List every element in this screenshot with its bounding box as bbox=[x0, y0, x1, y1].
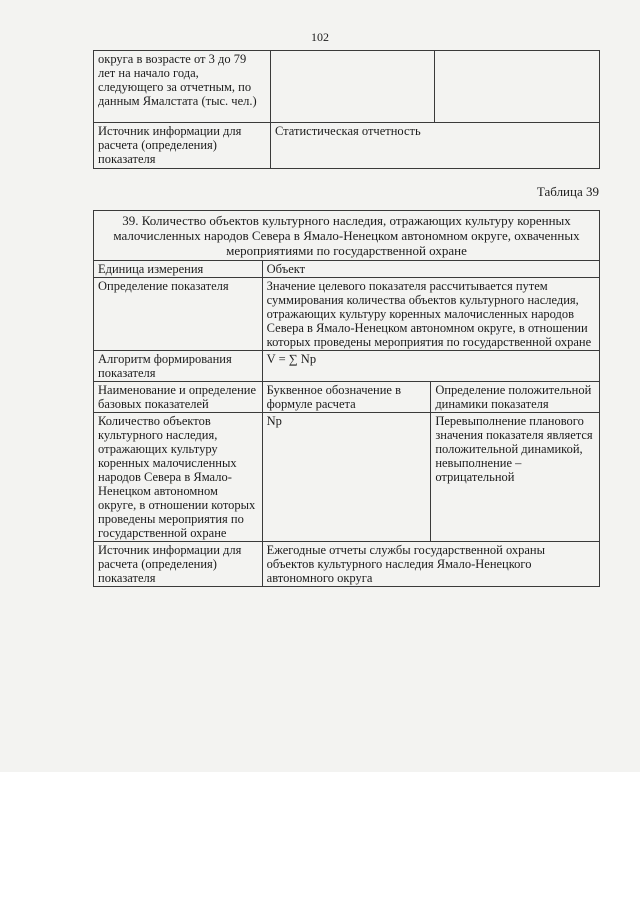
row-label: Единица измерения bbox=[94, 261, 263, 278]
table-header-row bbox=[94, 382, 600, 413]
table-row bbox=[94, 51, 600, 123]
table-cell: Np bbox=[262, 413, 431, 542]
table-row bbox=[94, 261, 600, 278]
row-label: Алгоритм формирования показателя bbox=[94, 351, 263, 382]
row-label: округа в возрасте от 3 до 79 лет на начало года, следующего за отчетным, по данным Ямалстата (тыс. чел.) bbox=[94, 51, 271, 123]
table-row bbox=[94, 542, 600, 587]
row-label: Источник информации для расчета (определения) показателя bbox=[94, 123, 271, 169]
table-row bbox=[94, 351, 600, 382]
row-value: Значение целевого показателя рассчитывается путем суммирования количества объектов культурного наследия, отражающих культуру коренных малочисленных народов Севера в Ямало-Ненецком автономном округе, в отношении которых проведены мероприятия по государственной охране bbox=[262, 278, 599, 351]
table-cell: Перевыполнение планового значения показателя является положительной динамикой, невыполнение – отрицательной bbox=[431, 413, 600, 542]
continued-table bbox=[93, 50, 600, 169]
table-cell: Количество объектов культурного наследия, отражающих культуру коренных малочисленных народов Севера в Ямало-Ненецком автономном округе, в отношении которых проведены мероприятия по государственной охране bbox=[94, 413, 263, 542]
row-value bbox=[271, 51, 435, 123]
table-row bbox=[94, 278, 600, 351]
page-number: 102 bbox=[311, 30, 329, 44]
page-margin bbox=[0, 772, 640, 905]
row-label: Определение показателя bbox=[94, 278, 263, 351]
row-value bbox=[435, 51, 600, 123]
table-row bbox=[94, 123, 600, 169]
formula: V = ∑ Np bbox=[262, 351, 599, 382]
column-header: Буквенное обозначение в формуле расчета bbox=[262, 382, 431, 413]
table-title-row bbox=[94, 211, 600, 261]
table-caption: Таблица 39 bbox=[536, 184, 599, 199]
row-value: Ежегодные отчеты службы государственной охраны объектов культурного наследия Ямало-Ненецкого автономного округа bbox=[262, 542, 599, 587]
row-value: Объект bbox=[262, 261, 599, 278]
column-header: Определение положительной динамики показателя bbox=[431, 382, 600, 413]
row-label: Источник информации для расчета (определения) показателя bbox=[94, 542, 263, 587]
indicator-table bbox=[93, 210, 600, 587]
table-title: 39. Количество объектов культурного наследия, отражающих культуру коренных малочисленных народов Севера в Ямало-Ненецком автономном округе, охваченных мероприятиями по государственной охране bbox=[94, 211, 600, 261]
table-row bbox=[94, 413, 600, 542]
row-value: Статистическая отчетность bbox=[271, 123, 600, 169]
column-header: Наименование и определение базовых показателей bbox=[94, 382, 263, 413]
